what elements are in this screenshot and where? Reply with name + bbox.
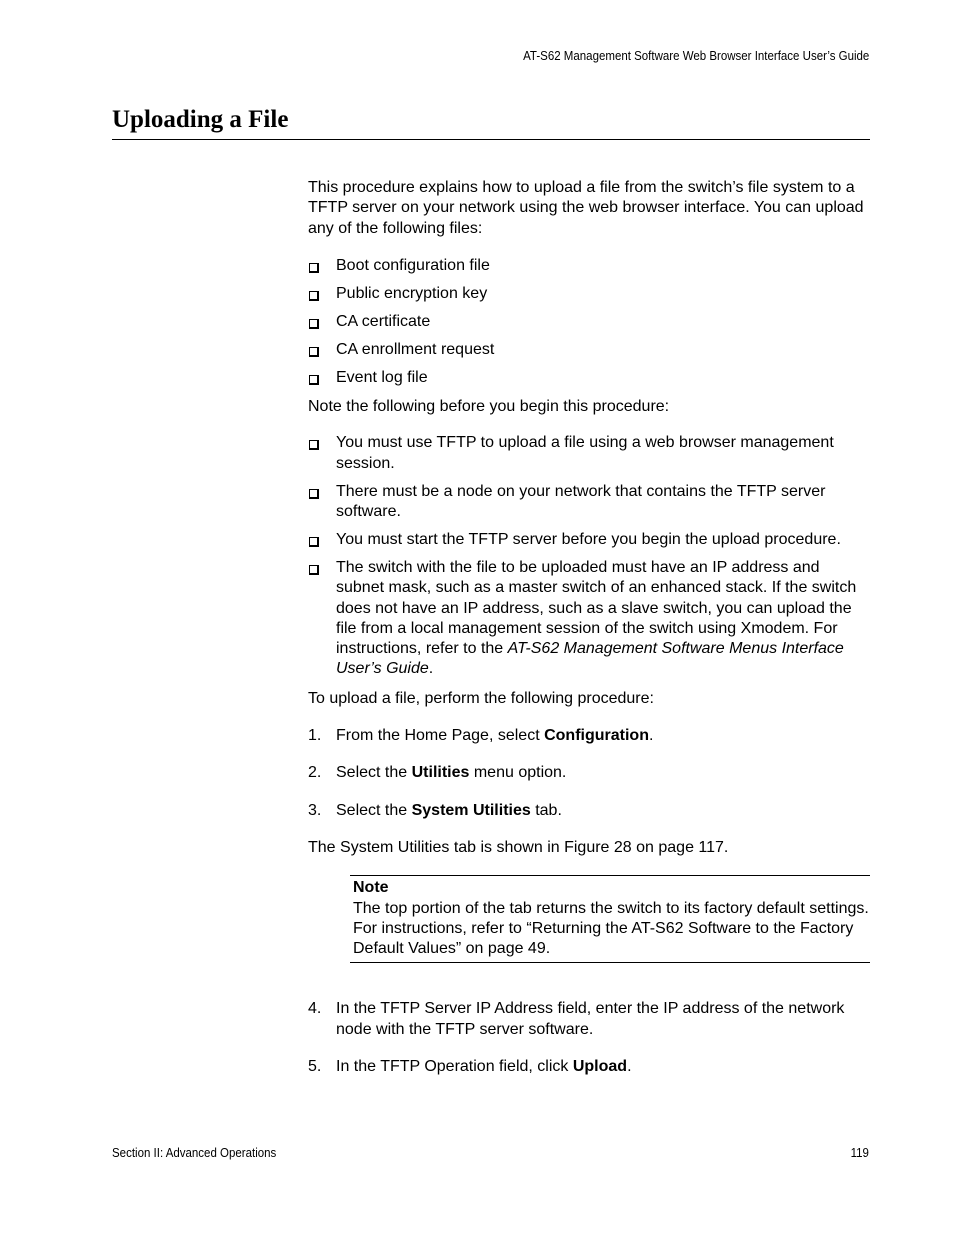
page-number: 119 — [850, 1146, 869, 1160]
checkbox-bullet-icon — [309, 347, 319, 357]
list-item: You must start the TFTP server before you begin the upload procedure. — [308, 530, 870, 550]
step-5: 5. In the TFTP Operation field, click Upload. — [308, 1058, 632, 1076]
intro-paragraph: This procedure explains how to upload a file from the switch’s file system to a TFTP server on your network using the web browser interface. You can upload any of the following files: — [308, 179, 864, 237]
note-label: Note — [353, 879, 389, 897]
running-header: AT-S62 Management Software Web Browser Interface User’s Guide — [522, 49, 869, 63]
file-list — [308, 256, 870, 388]
note-text: The top portion of the tab returns the switch to its factory default settings. For instructions, refer to “Returning the AT-S62 Software to the Factory Default Values” on page 49. — [353, 899, 869, 958]
checkbox-bullet-icon — [309, 537, 319, 547]
list-item: CA certificate — [308, 312, 870, 332]
step-1: 1. From the Home Page, select Configuration. — [308, 727, 654, 745]
checkbox-bullet-icon — [309, 263, 319, 273]
step-3-detail: The System Utilities tab is shown in Figure 28 on page 117. — [308, 838, 729, 856]
checkbox-bullet-icon — [309, 565, 319, 575]
main-content — [308, 178, 870, 1077]
footer-section: Section II: Advanced Operations — [112, 1146, 277, 1160]
list-item: You must use TFTP to upload a file using a web browser management session. — [308, 433, 870, 474]
checkbox-bullet-icon — [309, 319, 319, 329]
checkbox-bullet-icon — [309, 375, 319, 385]
procedure-steps — [308, 726, 870, 821]
checkbox-bullet-icon — [309, 489, 319, 499]
list-item: CA enrollment request — [308, 340, 870, 360]
prerequisites-intro: Note the following before you begin this procedure: — [308, 398, 670, 416]
procedure-intro: To upload a file, perform the following procedure: — [308, 689, 654, 707]
page-title: Uploading a File — [112, 106, 289, 133]
list-item: Event log file — [308, 368, 870, 388]
procedure-steps-continued — [308, 999, 870, 1077]
list-item: Boot configuration file — [308, 256, 870, 276]
list-item: Public encryption key — [308, 284, 870, 304]
step-4: 4. In the TFTP Server IP Address field, enter the IP address of the network node with the TFTP server software. — [308, 1000, 845, 1038]
step-2: 2. Select the Utilities menu option. — [308, 764, 567, 782]
step-3: 3. Select the System Utilities tab. — [308, 801, 562, 819]
list-item: The switch with the file to be uploaded must have an IP address and subnet mask, such as a master switch of an enhanced stack. If the switch does not have an IP address, such as a slave switch, you can upload the file from a local management session of the switch using Xmodem. For instructions, refer to the AT-S62 Management Software Menus Interface User’s Guide. — [308, 558, 870, 680]
note-box — [350, 875, 870, 963]
guide-reference: AT-S62 Management Software Menus Interface User’s Guide — [336, 640, 844, 678]
list-item: There must be a node on your network that contains the TFTP server software. — [308, 482, 870, 523]
checkbox-bullet-icon — [309, 291, 319, 301]
checkbox-bullet-icon — [309, 440, 319, 450]
title-rule — [112, 139, 870, 140]
prerequisite-list — [308, 433, 870, 679]
